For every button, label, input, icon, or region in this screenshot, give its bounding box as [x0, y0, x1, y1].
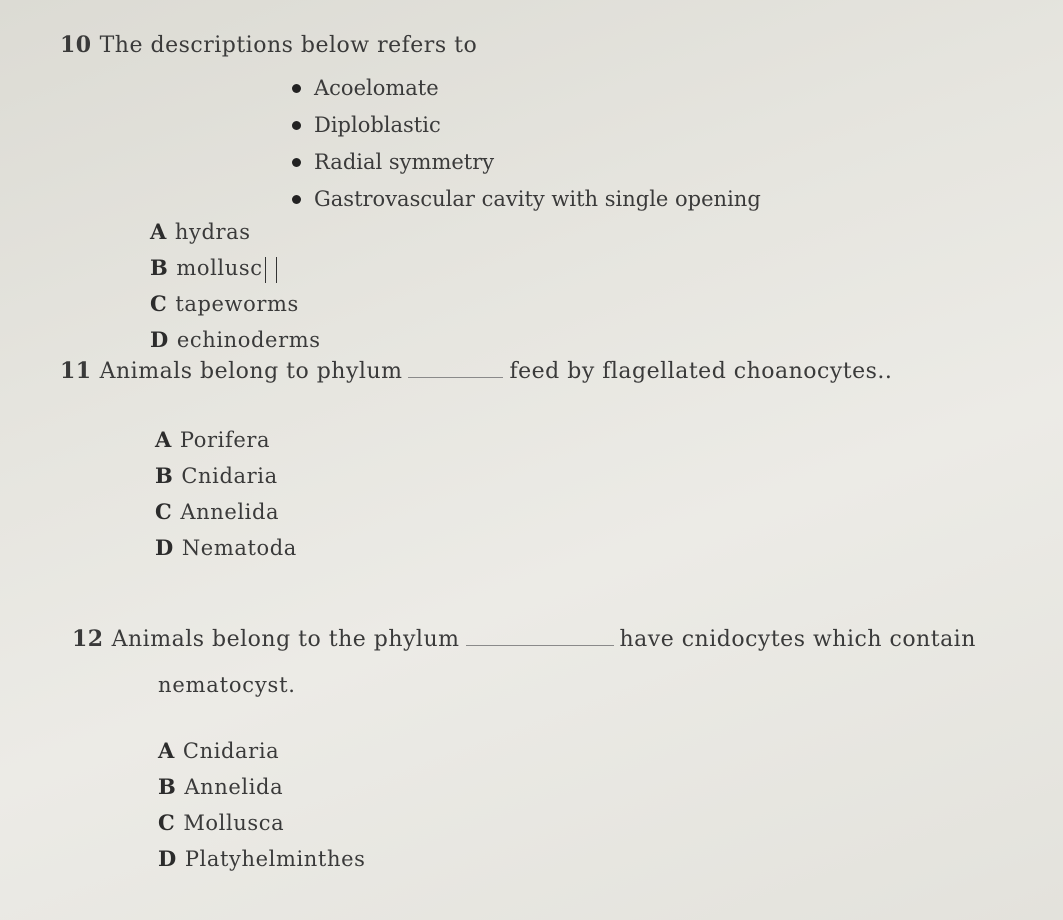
- question-number: 12: [72, 626, 104, 652]
- option-d[interactable]: [155, 530, 297, 566]
- q11-options: [155, 422, 297, 566]
- option-a[interactable]: [155, 422, 297, 458]
- option-letter: D: [155, 535, 174, 560]
- option-d[interactable]: [150, 322, 321, 358]
- option-b[interactable]: [158, 769, 365, 805]
- option-text: Cnidaria: [182, 739, 280, 763]
- option-text: Platyhelminthes: [184, 847, 366, 871]
- option-letter: A: [150, 219, 167, 244]
- feature-text: Diploblastic: [314, 113, 441, 137]
- option-d[interactable]: [158, 841, 365, 877]
- question-text-after: have cnidocytes which contain: [619, 627, 976, 652]
- option-text: Annelida: [180, 500, 280, 524]
- q10-options: [150, 214, 321, 358]
- option-a[interactable]: [150, 214, 321, 250]
- text-cursor-icon: [265, 257, 277, 283]
- option-text: Annelida: [184, 775, 284, 799]
- question-12: [72, 626, 976, 652]
- question-number: 11: [60, 358, 92, 384]
- option-letter: C: [150, 291, 168, 316]
- question-11: [60, 358, 892, 384]
- q12-options: [158, 733, 365, 877]
- feature-list: [292, 70, 761, 218]
- option-a[interactable]: [158, 733, 365, 769]
- feature-text: Gastrovascular cavity with single opening: [314, 187, 761, 211]
- option-text: hydras: [174, 220, 251, 244]
- option-c[interactable]: [150, 286, 321, 322]
- question-10: [60, 32, 477, 58]
- answer-blank[interactable]: [408, 359, 503, 378]
- option-b[interactable]: [155, 458, 297, 494]
- feature-item: [292, 181, 761, 218]
- option-letter: C: [158, 810, 176, 835]
- question-text-before: Animals belong to the phylum: [111, 627, 460, 652]
- option-letter: B: [150, 255, 169, 280]
- question-text: The descriptions below refers to: [99, 33, 478, 58]
- option-c[interactable]: [158, 805, 365, 841]
- option-letter: A: [155, 427, 172, 452]
- feature-item: [292, 144, 761, 181]
- question-12-continuation: nematocyst.: [158, 673, 296, 697]
- option-b[interactable]: [150, 250, 321, 286]
- option-text: mollusc: [176, 256, 263, 280]
- option-letter: B: [158, 774, 177, 799]
- feature-item: [292, 107, 761, 144]
- feature-item: [292, 70, 761, 107]
- answer-blank[interactable]: [466, 627, 614, 646]
- option-letter: C: [155, 499, 173, 524]
- option-text: tapeworms: [175, 292, 299, 316]
- option-letter: D: [158, 846, 177, 871]
- option-text: echinoderms: [176, 328, 321, 352]
- question-text-after: feed by flagellated choanocytes..: [509, 359, 893, 384]
- option-c[interactable]: [155, 494, 297, 530]
- question-text-before: Animals belong to phylum: [99, 359, 403, 384]
- option-text: Cnidaria: [181, 464, 278, 488]
- question-number: 10: [60, 32, 92, 58]
- option-text: Nematoda: [181, 536, 297, 560]
- feature-text: Acoelomate: [314, 76, 439, 100]
- option-letter: D: [150, 327, 169, 352]
- option-letter: A: [158, 738, 175, 763]
- option-text: Porifera: [179, 428, 271, 452]
- option-text: Mollusca: [183, 811, 285, 835]
- feature-text: Radial symmetry: [314, 150, 495, 174]
- option-letter: B: [155, 463, 174, 488]
